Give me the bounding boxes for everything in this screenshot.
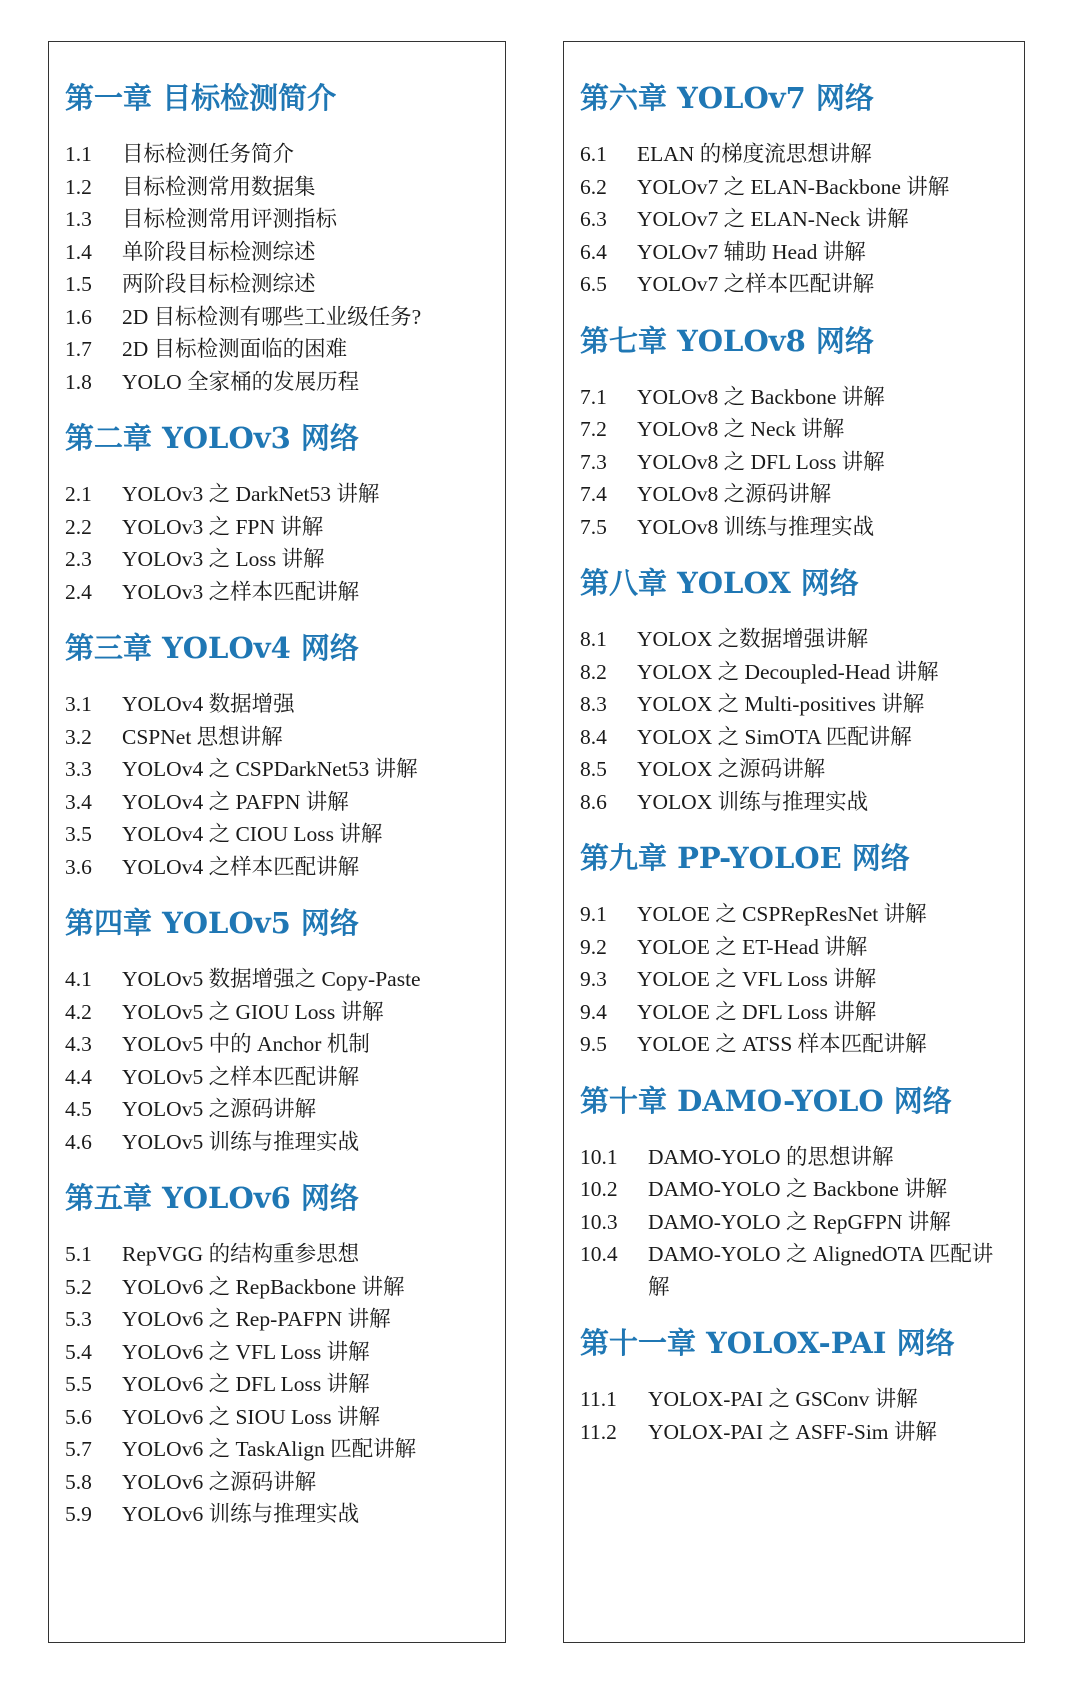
section-number: 5.2: [65, 1274, 92, 1299]
section-item: [580, 656, 1008, 689]
section-title: DAMO-YOLO 之 AlignedOTA 匹配讲解: [648, 1242, 994, 1299]
section-title: YOLOv5 训练与推理实战: [122, 1129, 360, 1154]
chapter-title: 第八章 YOLOX 网络: [580, 566, 859, 600]
chapter-section: [580, 838, 1008, 1061]
section-title: YOLOv5 之源码讲解: [122, 1097, 317, 1121]
section-item: [65, 301, 489, 334]
section-item: [580, 138, 1008, 171]
section-number: 3.2: [65, 724, 92, 749]
section-number: 5.3: [65, 1307, 92, 1331]
section-number: 4.2: [65, 999, 92, 1024]
section-number: 4.4: [65, 1064, 92, 1089]
chapter-title: 第三章 YOLOv4 网络: [65, 631, 359, 665]
section-item: [65, 543, 489, 576]
section-number: 10.4: [580, 1242, 618, 1266]
section-item: [65, 236, 489, 269]
section-list: [580, 138, 1008, 301]
section-number: 3.4: [65, 789, 92, 814]
section-number: 6.2: [580, 174, 607, 199]
chapter-title: 第十章 DAMO-YOLO 网络: [580, 1083, 952, 1118]
section-title: 目标检测常用数据集: [122, 174, 316, 199]
section-number: 7.1: [580, 384, 607, 409]
section-title: YOLOv3 之 Loss 讲解: [122, 547, 325, 571]
section-title: YOLOE 之 VFL Loss 讲解: [637, 967, 877, 991]
section-number: 10.3: [580, 1209, 618, 1234]
section-item: [65, 963, 489, 996]
section-item: [580, 1206, 1008, 1239]
section-title: YOLOv6 之 TaskAlign 匹配讲解: [122, 1437, 417, 1461]
section-item: [580, 203, 1008, 236]
section-number: 8.5: [580, 757, 607, 781]
section-item: [65, 171, 489, 204]
section-number: 8.3: [580, 692, 607, 716]
section-item: [65, 268, 489, 301]
section-item: [65, 1303, 489, 1336]
section-title: YOLOv8 之 Backbone 讲解: [637, 384, 885, 409]
section-item: [65, 1433, 489, 1466]
section-number: 10.2: [580, 1177, 618, 1201]
section-item: [65, 753, 489, 786]
section-title: 2D 目标检测有哪些工业级任务?: [122, 304, 422, 329]
section-item: [580, 1173, 1008, 1206]
section-title: YOLOv6 之源码讲解: [122, 1469, 317, 1494]
section-item: [580, 963, 1008, 996]
section-item: [580, 786, 1008, 819]
section-number: 7.4: [580, 482, 607, 506]
section-item: [65, 1466, 489, 1499]
section-item: [65, 721, 489, 754]
section-number: 1.4: [65, 239, 92, 264]
section-item: [580, 931, 1008, 964]
section-number: 9.3: [580, 967, 607, 991]
section-title: YOLOE 之 ATSS 样本匹配讲解: [637, 1032, 927, 1056]
section-title: YOLOv8 之 DFL Loss 讲解: [637, 449, 885, 474]
section-title: 目标检测任务简介: [122, 142, 295, 166]
section-list: [65, 963, 489, 1158]
section-title: YOLOv5 数据增强之 Copy-Paste: [122, 967, 421, 991]
section-title: YOLOX 之 Multi-positives 讲解: [637, 692, 925, 716]
section-number: 5.5: [65, 1372, 92, 1396]
section-number: 6.3: [580, 207, 607, 231]
section-item: [580, 1238, 1008, 1303]
section-title: YOLOv6 之 DFL Loss 讲解: [122, 1372, 370, 1396]
section-number: 8.6: [580, 789, 607, 814]
section-title: 目标检测常用评测指标: [122, 207, 338, 231]
section-number: 3.6: [65, 854, 92, 879]
section-item: [65, 1061, 489, 1094]
section-title: YOLOv7 之 ELAN-Backbone 讲解: [637, 174, 950, 199]
section-title: 2D 目标检测面临的困难: [122, 337, 348, 361]
section-item: [65, 1238, 489, 1271]
section-item: [65, 511, 489, 544]
section-title: DAMO-YOLO 之 Backbone 讲解: [648, 1177, 948, 1201]
section-title: YOLOX-PAI 之 GSConv 讲解: [648, 1387, 918, 1411]
section-number: 1.3: [65, 207, 92, 231]
section-title: YOLOv6 之 Rep-PAFPN 讲解: [122, 1307, 391, 1331]
section-title: YOLOE 之 ET-Head 讲解: [637, 934, 868, 959]
section-number: 8.4: [580, 724, 607, 749]
chapter-section: [65, 1178, 489, 1531]
section-number: 1.5: [65, 272, 92, 296]
section-title: YOLOv7 之样本匹配讲解: [637, 272, 875, 296]
section-number: 3.3: [65, 757, 92, 781]
section-list: [580, 898, 1008, 1061]
section-number: 6.5: [580, 272, 607, 296]
section-title: YOLOv7 之 ELAN-Neck 讲解: [637, 207, 909, 231]
section-number: 6.1: [580, 142, 607, 166]
section-item: [65, 1126, 489, 1159]
section-number: 2.2: [65, 514, 92, 539]
section-item: [580, 721, 1008, 754]
section-title: YOLOv3 之 FPN 讲解: [122, 514, 324, 539]
section-title: YOLOv8 训练与推理实战: [637, 514, 875, 539]
section-item: [65, 818, 489, 851]
section-item: [580, 1416, 1008, 1449]
section-item: [65, 688, 489, 721]
section-title: YOLOv3 之 DarkNet53 讲解: [122, 482, 380, 506]
section-number: 4.6: [65, 1129, 92, 1154]
section-number: 1.2: [65, 174, 92, 199]
section-list: [65, 478, 489, 608]
section-list: [580, 623, 1008, 818]
section-number: 4.5: [65, 1097, 92, 1121]
section-item: [65, 1093, 489, 1126]
section-item: [580, 623, 1008, 656]
section-number: 9.5: [580, 1032, 607, 1056]
section-number: 5.6: [65, 1404, 92, 1429]
chapter-title: 第十一章 YOLOX-PAI 网络: [580, 1326, 955, 1360]
section-title: YOLOv5 中的 Anchor 机制: [122, 1032, 370, 1056]
section-item: [580, 1028, 1008, 1061]
section-number: 11.1: [580, 1387, 617, 1411]
chapter-title: 第七章 YOLOv8 网络: [580, 323, 874, 358]
chapter-title: 第五章 YOLOv6 网络: [65, 1181, 359, 1215]
section-title: YOLOv8 之 Neck 讲解: [637, 417, 845, 441]
section-number: 5.9: [65, 1502, 92, 1526]
section-number: 7.5: [580, 514, 607, 539]
section-list: [65, 1238, 489, 1531]
section-item: [580, 381, 1008, 414]
section-number: 7.2: [580, 417, 607, 441]
section-number: 1.6: [65, 304, 92, 329]
section-title: 两阶段目标检测综述: [122, 272, 316, 296]
chapter-section: [580, 321, 1008, 544]
chapter-section: [580, 563, 1008, 818]
section-number: 11.2: [580, 1419, 617, 1444]
section-item: [580, 413, 1008, 446]
section-item: [65, 786, 489, 819]
section-title: YOLOX 训练与推理实战: [637, 789, 869, 814]
chapter-title: 第四章 YOLOv5 网络: [65, 906, 359, 940]
section-number: 8.1: [580, 627, 607, 651]
section-item: [65, 1271, 489, 1304]
section-number: 2.4: [65, 579, 92, 604]
section-number: 2.1: [65, 482, 92, 506]
section-title: YOLOv6 训练与推理实战: [122, 1502, 360, 1526]
section-number: 8.2: [580, 659, 607, 684]
section-title: YOLOv4 数据增强: [122, 692, 295, 716]
section-number: 1.7: [65, 337, 92, 361]
section-title: YOLOv3 之样本匹配讲解: [122, 579, 360, 604]
section-number: 10.1: [580, 1144, 618, 1169]
section-title: YOLOv4 之 PAFPN 讲解: [122, 789, 349, 814]
section-title: YOLOX-PAI 之 ASFF-Sim 讲解: [648, 1419, 937, 1444]
chapter-title: 第九章 PP-YOLOE 网络: [580, 841, 910, 875]
section-title: YOLOX 之数据增强讲解: [637, 627, 869, 651]
section-number: 5.4: [65, 1339, 92, 1364]
section-number: 9.2: [580, 934, 607, 959]
section-item: [580, 753, 1008, 786]
section-title: YOLOX 之 SimOTA 匹配讲解: [637, 724, 912, 749]
section-list: [65, 688, 489, 883]
section-title: YOLOv7 辅助 Head 讲解: [637, 239, 866, 264]
section-number: 1.8: [65, 369, 92, 394]
section-title: YOLOE 之 DFL Loss 讲解: [637, 999, 877, 1024]
section-item: [65, 1336, 489, 1369]
section-item: [580, 996, 1008, 1029]
section-number: 4.3: [65, 1032, 92, 1056]
section-title: YOLOX 之源码讲解: [637, 757, 826, 781]
section-title: YOLOv5 之样本匹配讲解: [122, 1064, 360, 1089]
section-title: DAMO-YOLO 之 RepGFPN 讲解: [648, 1209, 951, 1234]
section-item: [65, 478, 489, 511]
section-title: CSPNet 思想讲解: [122, 724, 283, 749]
chapter-section: [580, 1081, 1008, 1304]
section-title: RepVGG 的结构重参思想: [122, 1242, 360, 1266]
chapter-title: 第六章 YOLOv7 网络: [580, 81, 874, 115]
section-title: YOLO 全家桶的发展历程: [122, 369, 360, 394]
right-toc-column: [563, 41, 1025, 1643]
section-item: [65, 333, 489, 366]
section-title: YOLOv6 之 RepBackbone 讲解: [122, 1274, 405, 1299]
section-number: 5.7: [65, 1437, 92, 1461]
section-item: [65, 203, 489, 236]
chapter-section: [580, 1323, 1008, 1448]
section-item: [580, 236, 1008, 269]
chapter-title: 第一章 目标检测简介: [65, 81, 337, 115]
section-number: 4.1: [65, 967, 92, 991]
section-item: [65, 1368, 489, 1401]
section-number: 5.1: [65, 1242, 92, 1266]
section-title: YOLOX 之 Decoupled-Head 讲解: [637, 659, 939, 684]
section-item: [65, 138, 489, 171]
chapter-section: [65, 78, 489, 398]
section-item: [580, 511, 1008, 544]
section-title: YOLOv5 之 GIOU Loss 讲解: [122, 999, 384, 1024]
section-number: 9.1: [580, 902, 607, 926]
section-list: [580, 1141, 1008, 1304]
section-item: [65, 366, 489, 399]
chapter-section: [580, 78, 1008, 301]
section-title: YOLOv6 之 VFL Loss 讲解: [122, 1339, 370, 1364]
section-item: [580, 446, 1008, 479]
section-item: [580, 1383, 1008, 1416]
section-item: [65, 851, 489, 884]
left-toc-column: [48, 41, 506, 1643]
section-item: [65, 1498, 489, 1531]
section-number: 1.1: [65, 142, 92, 166]
section-number: 5.8: [65, 1469, 92, 1494]
section-list: [580, 1383, 1008, 1448]
section-number: 3.5: [65, 822, 92, 846]
section-item: [580, 688, 1008, 721]
section-number: 6.4: [580, 239, 607, 264]
section-item: [65, 996, 489, 1029]
section-item: [65, 576, 489, 609]
section-title: YOLOE 之 CSPRepResNet 讲解: [637, 902, 927, 926]
chapter-section: [65, 418, 489, 608]
section-title: ELAN 的梯度流思想讲解: [637, 142, 872, 166]
section-item: [65, 1401, 489, 1434]
chapter-title: 第二章 YOLOv3 网络: [65, 421, 359, 455]
chapter-section: [65, 628, 489, 883]
section-number: 9.4: [580, 999, 607, 1024]
section-item: [580, 171, 1008, 204]
chapter-section: [65, 903, 489, 1158]
section-item: [580, 478, 1008, 511]
section-title: DAMO-YOLO 的思想讲解: [648, 1144, 894, 1169]
section-list: [580, 381, 1008, 544]
section-number: 3.1: [65, 692, 92, 716]
section-title: YOLOv8 之源码讲解: [637, 482, 832, 506]
section-item: [580, 268, 1008, 301]
section-list: [65, 138, 489, 398]
section-item: [580, 1141, 1008, 1174]
section-number: 2.3: [65, 547, 92, 571]
section-title: YOLOv4 之样本匹配讲解: [122, 854, 360, 879]
section-title: YOLOv4 之 CSPDarkNet53 讲解: [122, 757, 418, 781]
section-title: YOLOv6 之 SIOU Loss 讲解: [122, 1404, 381, 1429]
section-title: YOLOv4 之 CIOU Loss 讲解: [122, 822, 383, 846]
section-item: [580, 898, 1008, 931]
section-item: [65, 1028, 489, 1061]
section-number: 7.3: [580, 449, 607, 474]
section-title: 单阶段目标检测综述: [122, 239, 316, 264]
